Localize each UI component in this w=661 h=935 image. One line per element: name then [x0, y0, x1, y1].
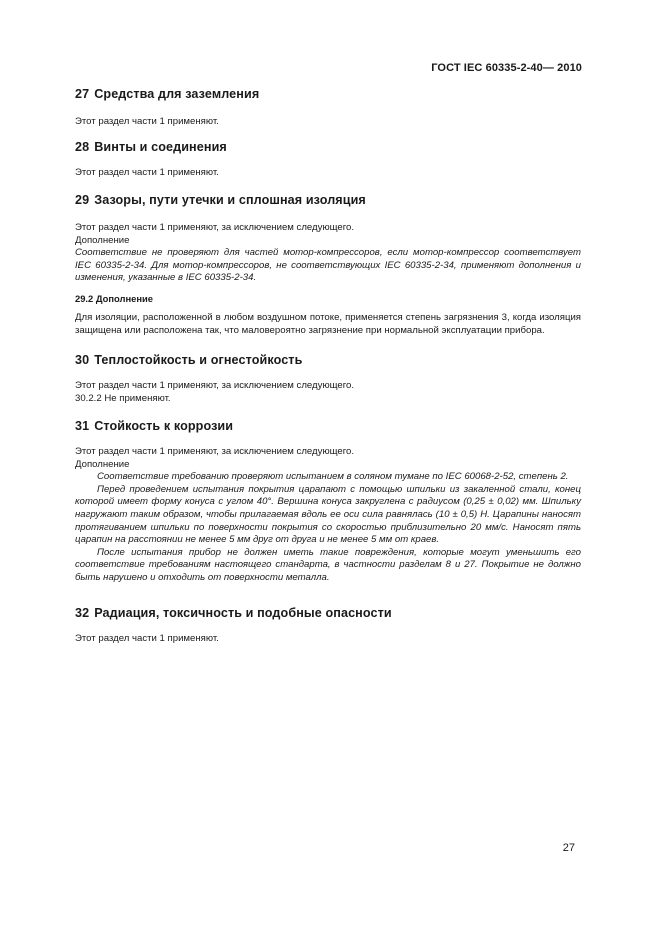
section-28-number: 28: [75, 140, 90, 154]
section-29-compliance: Соответствие не проверяют для частей мотор-компрессоров, если мотор-компрессор соответствует IEC 60335-2-34. Для мотор-компрессоров, не соответствующих IEC 60335-2-34, применяют дополнения и изменения, указанные в IEC 60335-2-34.: [75, 247, 581, 284]
section-31-title: [75, 418, 581, 434]
section-27-title: [75, 86, 581, 102]
section-31-addition: Дополнение: [75, 458, 130, 470]
section-30-intro: Этот раздел части 1 применяют, за исключением следующего.: [75, 380, 355, 391]
page-number: 27: [562, 842, 575, 854]
section-29-addition: Дополнение: [75, 234, 130, 246]
section-29-title-text: Зазоры, пути утечки и сплошная изоляция: [94, 193, 366, 207]
section-31-p2: Перед проведением испытания покрытия царапают с помощью шпильки из закаленной стали, конец которой имеет форму конуса с углом 40°. Вершина конуса закруглена с радиусом (0,25 ± 0,02) мм. Шпильку нагружают таким образом, чтобы прилагаемая вдоль ее оси сила равнялась (10 ± 0,5) Н. Царапины наносят протягиванием шпильки по поверхности покрытия со скоростью приблизительно 20 мм/с. Наносят пять царапин на расстоянии не менее 5 мм друг от друга и не менее 5 мм от краев.: [75, 483, 581, 546]
section-30-title-text: Теплостойкость и огнестойкость: [94, 353, 303, 367]
section-28-title-text: Винты и соединения: [94, 140, 227, 154]
section-31: [75, 418, 581, 585]
section-29: [75, 192, 581, 337]
section-31-number: 31: [75, 419, 90, 433]
section-30: [75, 352, 581, 405]
section-27: [75, 86, 581, 129]
section-30-clause: 30.2.2 Не применяют.: [75, 392, 171, 404]
section-29-2-title: 29.2 Дополнение: [75, 292, 153, 304]
section-32-title-text: Радиация, токсичность и подобные опасности: [94, 606, 392, 620]
section-31-p3: После испытания прибор не должен иметь такие повреждения, которые могут уменьшить его соответствие требованиям настоящего стандарта, в частности разделам 8 и 27. Покрытие не должно быть нарушено и отходить от поверхности металла.: [75, 546, 581, 583]
section-32: [75, 605, 581, 646]
section-32-number: 32: [75, 606, 90, 620]
section-30-title: [75, 352, 581, 368]
section-28-text: Этот раздел части 1 применяют.: [75, 167, 219, 178]
section-30-number: 30: [75, 353, 90, 367]
section-27-number: 27: [75, 87, 90, 101]
section-31-intro: Этот раздел части 1 применяют, за исключением следующего.: [75, 446, 355, 457]
standard-header: ГОСТ IEC 60335-2-40— 2010: [431, 62, 582, 74]
section-28: [75, 139, 581, 180]
section-29-intro: Этот раздел части 1 применяют, за исключением следующего.: [75, 222, 355, 233]
section-29-number: 29: [75, 193, 90, 207]
section-28-title: [75, 139, 581, 155]
section-29-title: [75, 192, 581, 208]
section-27-title-text: Средства для заземления: [94, 87, 260, 101]
section-31-p1: Соответствие требованию проверяют испытанием в соляном тумане по IEC 60068-2-52, степень 2.: [97, 471, 569, 483]
section-31-title-text: Стойкость к коррозии: [94, 419, 234, 433]
section-27-text: Этот раздел части 1 применяют.: [75, 116, 219, 127]
section-32-title: [75, 605, 581, 621]
section-29-2-text: Для изоляции, расположенной в любом воздушном потоке, применяется степень загрязнения 3, когда изоляция защищена или расположена так, что маловероятно загрязнение при нормальной эксплуатации прибора.: [75, 311, 581, 336]
section-32-text: Этот раздел части 1 применяют.: [75, 633, 219, 644]
